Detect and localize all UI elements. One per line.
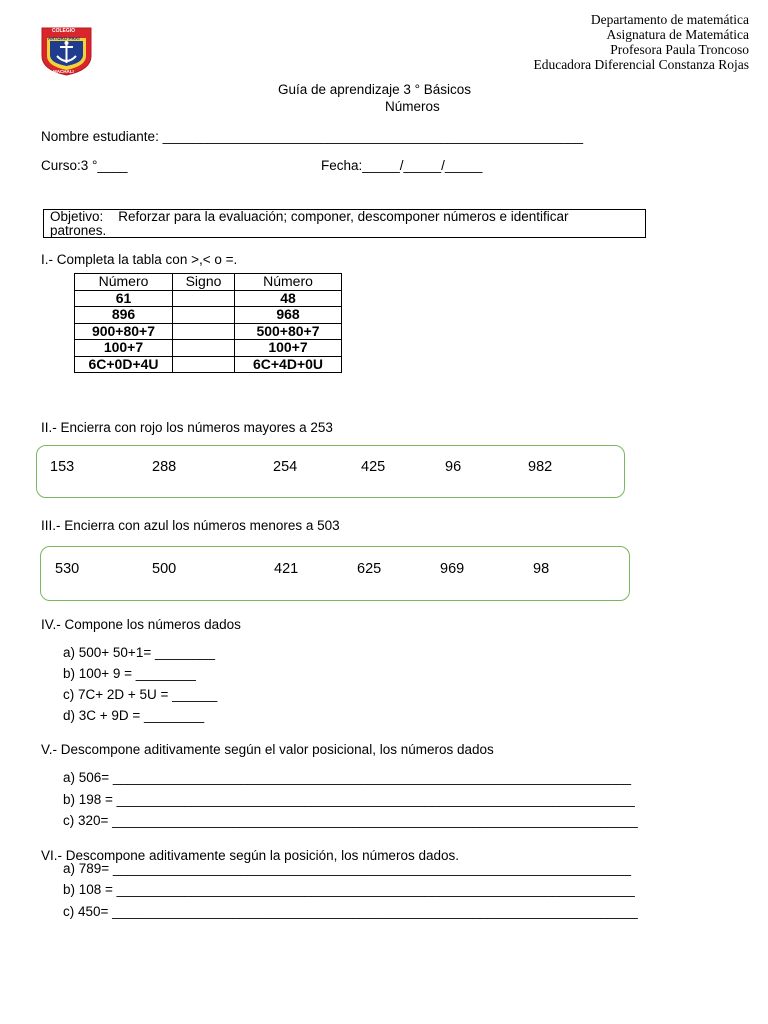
table-row [75, 356, 342, 373]
table-cell: 900+80+7 [75, 323, 173, 340]
objective-text-cont: patrones. [50, 223, 107, 238]
objective-box [43, 209, 646, 238]
table-header: Número [235, 274, 342, 291]
logo-text-bottom: MACHALI [53, 69, 74, 74]
header-line: Educadora Diferencial Constanza Rojas [533, 57, 749, 72]
number-item[interactable]: 288 [152, 459, 177, 475]
number-item[interactable]: 425 [361, 459, 386, 475]
objective-label: Objetivo: [50, 209, 104, 224]
table-header-row [75, 274, 342, 291]
student-name-field[interactable]: Nombre estudiante: ________________________________________________________ [41, 129, 584, 144]
table-cell: 500+80+7 [235, 323, 342, 340]
table-header: Número [75, 274, 173, 291]
number-item[interactable]: 500 [152, 561, 177, 577]
header-department [533, 12, 749, 72]
number-item[interactable]: 254 [273, 459, 298, 475]
compose-item[interactable]: c) 7C+ 2D + 5U = ______ [63, 687, 218, 702]
logo-text-mid: ARTURO PRAT [48, 36, 81, 41]
section3-title: III.- Encierra con azul los números menores a 503 [41, 518, 340, 533]
table-row [75, 307, 342, 324]
decompose-item[interactable]: c) 320= ______________________________________________________________________ [63, 813, 638, 828]
number-item[interactable]: 153 [50, 459, 75, 475]
sign-cell[interactable] [173, 307, 235, 324]
table-row [75, 340, 342, 357]
page-title: Guía de aprendizaje 3 ° Básicos [278, 82, 472, 97]
table-row [75, 323, 342, 340]
table-cell: 61 [75, 290, 173, 307]
table-row [75, 290, 342, 307]
sign-cell[interactable] [173, 290, 235, 307]
table-header: Signo [173, 274, 235, 291]
header-line: Asignatura de Matemática [606, 27, 749, 42]
decompose-item[interactable]: b) 108 = _____________________________________________________________________ [63, 882, 635, 897]
table-cell: 6C+0D+4U [75, 356, 173, 373]
number-item[interactable]: 421 [274, 561, 299, 577]
objective-text: Reforzar para la evaluación; componer, descomponer números e identificar [118, 209, 569, 224]
compose-item[interactable]: a) 500+ 50+1= ________ [63, 645, 216, 660]
school-logo [40, 26, 93, 76]
sign-cell[interactable] [173, 340, 235, 357]
section4-title: IV.- Compone los números dados [41, 617, 241, 632]
table-cell: 968 [235, 307, 342, 324]
number-item[interactable]: 96 [445, 459, 462, 475]
date-field[interactable]: Fecha:_____/_____/_____ [321, 158, 483, 173]
number-item[interactable]: 982 [528, 459, 553, 475]
comparison-table [74, 273, 342, 373]
number-item[interactable]: 969 [440, 561, 465, 577]
compose-item[interactable]: d) 3C + 9D = ________ [63, 708, 205, 723]
sign-cell[interactable] [173, 356, 235, 373]
section1-title: I.- Completa la tabla con >,< o =. [41, 252, 238, 267]
section6-title: VI.- Descompone aditivamente según la posición, los números dados. [41, 848, 459, 863]
decompose-item[interactable]: c) 450= ______________________________________________________________________ [63, 904, 638, 919]
sign-cell[interactable] [173, 323, 235, 340]
decompose-item[interactable]: b) 198 = _____________________________________________________________________ [63, 792, 635, 807]
section5-title: V.- Descompone aditivamente según el valor posicional, los números dados [41, 742, 494, 757]
header-line: Profesora Paula Troncoso [610, 42, 749, 57]
compose-item[interactable]: b) 100+ 9 = ________ [63, 666, 196, 681]
number-item[interactable]: 98 [533, 561, 550, 577]
table-cell: 100+7 [75, 340, 173, 357]
page-subtitle: Números [385, 99, 440, 114]
header-line: Departamento de matemática [590, 12, 749, 27]
table-cell: 6C+4D+0U [235, 356, 342, 373]
logo-text-top: COLEGIO [52, 28, 76, 34]
decompose-item[interactable]: a) 789= _____________________________________________________________________ [63, 861, 631, 876]
table-cell: 896 [75, 307, 173, 324]
table-cell: 100+7 [235, 340, 342, 357]
table-cell: 48 [235, 290, 342, 307]
number-item[interactable]: 530 [55, 561, 80, 577]
course-field[interactable]: Curso:3 °____ [41, 158, 128, 173]
decompose-item[interactable]: a) 506= _____________________________________________________________________ [63, 770, 631, 785]
number-item[interactable]: 625 [357, 561, 382, 577]
section2-title: II.- Encierra con rojo los números mayores a 253 [41, 420, 333, 435]
